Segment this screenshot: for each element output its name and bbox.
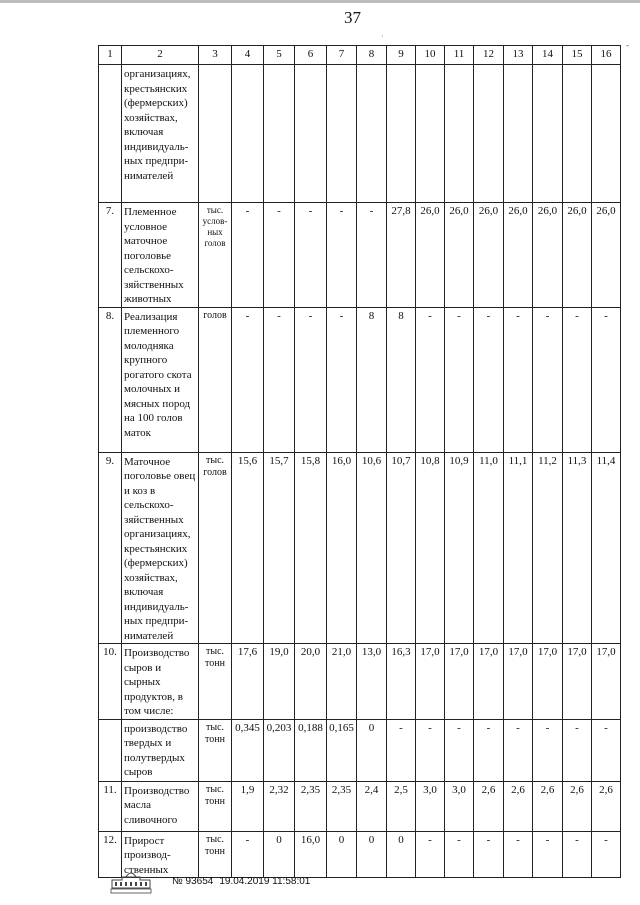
header-cell: 6: [295, 46, 327, 65]
value-cell: 26,0: [592, 203, 621, 308]
value-cell: 0,203: [264, 719, 295, 781]
footer-datetime: 19.04.2019 11:58:01: [219, 875, 311, 887]
row-number: 9.: [99, 452, 122, 644]
value-cell: 10,9: [445, 452, 474, 644]
value-cell: 8: [387, 307, 416, 452]
header-row: [99, 46, 621, 65]
value-cell: -: [504, 719, 533, 781]
value-cell: 17,0: [416, 644, 445, 720]
row-number: [99, 65, 122, 203]
table-row: [99, 644, 621, 720]
value-cell: 3,0: [416, 781, 445, 831]
value-cell: 2,35: [327, 781, 357, 831]
value-cell: 15,7: [264, 452, 295, 644]
value-cell: -: [445, 831, 474, 878]
value-cell: [357, 65, 387, 203]
margin-mark: -: [626, 40, 629, 50]
value-cell: -: [327, 307, 357, 452]
header-cell: 7: [327, 46, 357, 65]
value-cell: -: [327, 203, 357, 308]
indicator-name: Производство сыров и сырных продуктов, в том числе:: [122, 644, 199, 720]
value-cell: 11,3: [563, 452, 592, 644]
value-cell: 15,8: [295, 452, 327, 644]
value-cell: -: [416, 307, 445, 452]
value-cell: 0: [327, 831, 357, 878]
header-cell: 10: [416, 46, 445, 65]
value-cell: 17,0: [504, 644, 533, 720]
value-cell: 16,0: [327, 452, 357, 644]
table-row: [99, 65, 621, 203]
value-cell: 17,0: [533, 644, 563, 720]
value-cell: 10,6: [357, 452, 387, 644]
value-cell: 1,9: [232, 781, 264, 831]
scan-mark: ·: [381, 32, 384, 41]
value-cell: -: [232, 831, 264, 878]
value-cell: -: [264, 307, 295, 452]
row-number: [99, 719, 122, 781]
value-cell: -: [504, 831, 533, 878]
header-cell: 9: [387, 46, 416, 65]
footer: [108, 868, 310, 894]
indicator-name: Производство масла сливочного: [122, 781, 199, 831]
header-cell: 13: [504, 46, 533, 65]
value-cell: 2,6: [474, 781, 504, 831]
value-cell: [563, 65, 592, 203]
value-cell: 0,188: [295, 719, 327, 781]
unit-of-measure: тыс. тонн: [199, 719, 232, 781]
row-number: 12.: [99, 831, 122, 878]
value-cell: 11,1: [504, 452, 533, 644]
scan-top-edge: [0, 0, 640, 3]
seal-logo-icon: [108, 868, 154, 894]
value-cell: [264, 65, 295, 203]
value-cell: 26,0: [474, 203, 504, 308]
value-cell: 17,0: [592, 644, 621, 720]
value-cell: 11,2: [533, 452, 563, 644]
value-cell: -: [295, 307, 327, 452]
value-cell: 20,0: [295, 644, 327, 720]
value-cell: 11,0: [474, 452, 504, 644]
value-cell: -: [387, 719, 416, 781]
value-cell: -: [592, 831, 621, 878]
value-cell: 0: [357, 719, 387, 781]
value-cell: 13,0: [357, 644, 387, 720]
table-row: [99, 452, 621, 644]
unit-of-measure: тыс. голов: [199, 452, 232, 644]
value-cell: 26,0: [533, 203, 563, 308]
value-cell: 0: [264, 831, 295, 878]
value-cell: -: [295, 203, 327, 308]
value-cell: -: [474, 307, 504, 452]
value-cell: [592, 65, 621, 203]
unit-of-measure: тыс. тонн: [199, 781, 232, 831]
value-cell: 2,4: [357, 781, 387, 831]
indicator-name: Племенное условное маточное поголовье сельскохо- зяйственных животных: [122, 203, 199, 308]
value-cell: 17,0: [474, 644, 504, 720]
header-cell: 11: [445, 46, 474, 65]
value-cell: -: [592, 307, 621, 452]
table-row: [99, 719, 621, 781]
header-cell: 4: [232, 46, 264, 65]
value-cell: 0,165: [327, 719, 357, 781]
value-cell: -: [357, 203, 387, 308]
unit-of-measure: тыс. тонн: [199, 831, 232, 878]
value-cell: 2,6: [504, 781, 533, 831]
value-cell: 2,5: [387, 781, 416, 831]
value-cell: 15,6: [232, 452, 264, 644]
unit-of-measure: тыс. услов- ных голов: [199, 203, 232, 308]
unit-of-measure: тыс. тонн: [199, 644, 232, 720]
value-cell: 17,0: [563, 644, 592, 720]
value-cell: [445, 65, 474, 203]
value-cell: -: [504, 307, 533, 452]
value-cell: [504, 65, 533, 203]
indicators-table: [98, 45, 621, 878]
value-cell: -: [474, 831, 504, 878]
header-cell: 12: [474, 46, 504, 65]
value-cell: -: [563, 307, 592, 452]
header-cell: 5: [264, 46, 295, 65]
value-cell: -: [232, 307, 264, 452]
indicator-name: Маточное поголовье овец и коз в сельскохо- зяйственных организациях, крестьянских (фермерских) хозяйствах, включая индивидуаль- ных предпри- нимателей: [122, 452, 199, 644]
value-cell: -: [563, 831, 592, 878]
value-cell: 26,0: [416, 203, 445, 308]
value-cell: 16,0: [295, 831, 327, 878]
value-cell: -: [264, 203, 295, 308]
row-number: 10.: [99, 644, 122, 720]
value-cell: -: [445, 719, 474, 781]
header-cell: 3: [199, 46, 232, 65]
row-number: 8.: [99, 307, 122, 452]
value-cell: -: [592, 719, 621, 781]
value-cell: -: [533, 719, 563, 781]
value-cell: 11,4: [592, 452, 621, 644]
value-cell: -: [563, 719, 592, 781]
value-cell: -: [474, 719, 504, 781]
header-cell: 2: [122, 46, 199, 65]
value-cell: 26,0: [563, 203, 592, 308]
value-cell: 27,8: [387, 203, 416, 308]
unit-of-measure: голов: [199, 307, 232, 452]
value-cell: [327, 65, 357, 203]
header-cell: 16: [592, 46, 621, 65]
value-cell: 21,0: [327, 644, 357, 720]
indicator-name: организациях, крестьянских (фермерских) хозяйствах, включая индивидуаль- ных предпри- нимателей: [122, 65, 199, 203]
value-cell: 10,8: [416, 452, 445, 644]
value-cell: -: [445, 307, 474, 452]
value-cell: 26,0: [504, 203, 533, 308]
indicator-name: Реализация племенного молодняка крупного рогатого скота молочных и мясных пород на 100 голов маток: [122, 307, 199, 452]
row-number: 7.: [99, 203, 122, 308]
table-row: [99, 203, 621, 308]
header-cell: 14: [533, 46, 563, 65]
value-cell: 26,0: [445, 203, 474, 308]
value-cell: [416, 65, 445, 203]
value-cell: -: [533, 831, 563, 878]
header-cell: 1: [99, 46, 122, 65]
value-cell: 3,0: [445, 781, 474, 831]
indicator-name: Прирост производ- ственных: [122, 831, 199, 878]
row-number: 11.: [99, 781, 122, 831]
value-cell: 2,32: [264, 781, 295, 831]
value-cell: 16,3: [387, 644, 416, 720]
value-cell: [387, 65, 416, 203]
value-cell: 0: [387, 831, 416, 878]
value-cell: 0: [357, 831, 387, 878]
value-cell: 2,6: [533, 781, 563, 831]
footer-doc-number: № 93654: [172, 875, 214, 887]
value-cell: 17,0: [445, 644, 474, 720]
value-cell: [295, 65, 327, 203]
value-cell: 19,0: [264, 644, 295, 720]
page-number: 37: [344, 8, 361, 27]
value-cell: -: [416, 719, 445, 781]
value-cell: 17,6: [232, 644, 264, 720]
value-cell: [474, 65, 504, 203]
value-cell: 10,7: [387, 452, 416, 644]
header-cell: 8: [357, 46, 387, 65]
value-cell: -: [416, 831, 445, 878]
table-row: [99, 781, 621, 831]
header-cell: 15: [563, 46, 592, 65]
value-cell: -: [533, 307, 563, 452]
value-cell: [533, 65, 563, 203]
value-cell: 2,35: [295, 781, 327, 831]
value-cell: 0,345: [232, 719, 264, 781]
value-cell: 2,6: [563, 781, 592, 831]
value-cell: 8: [357, 307, 387, 452]
value-cell: 2,6: [592, 781, 621, 831]
unit-of-measure: [199, 65, 232, 203]
value-cell: [232, 65, 264, 203]
value-cell: -: [232, 203, 264, 308]
table-row: [99, 307, 621, 452]
indicator-name: производство твердых и полутвердых сыров: [122, 719, 199, 781]
